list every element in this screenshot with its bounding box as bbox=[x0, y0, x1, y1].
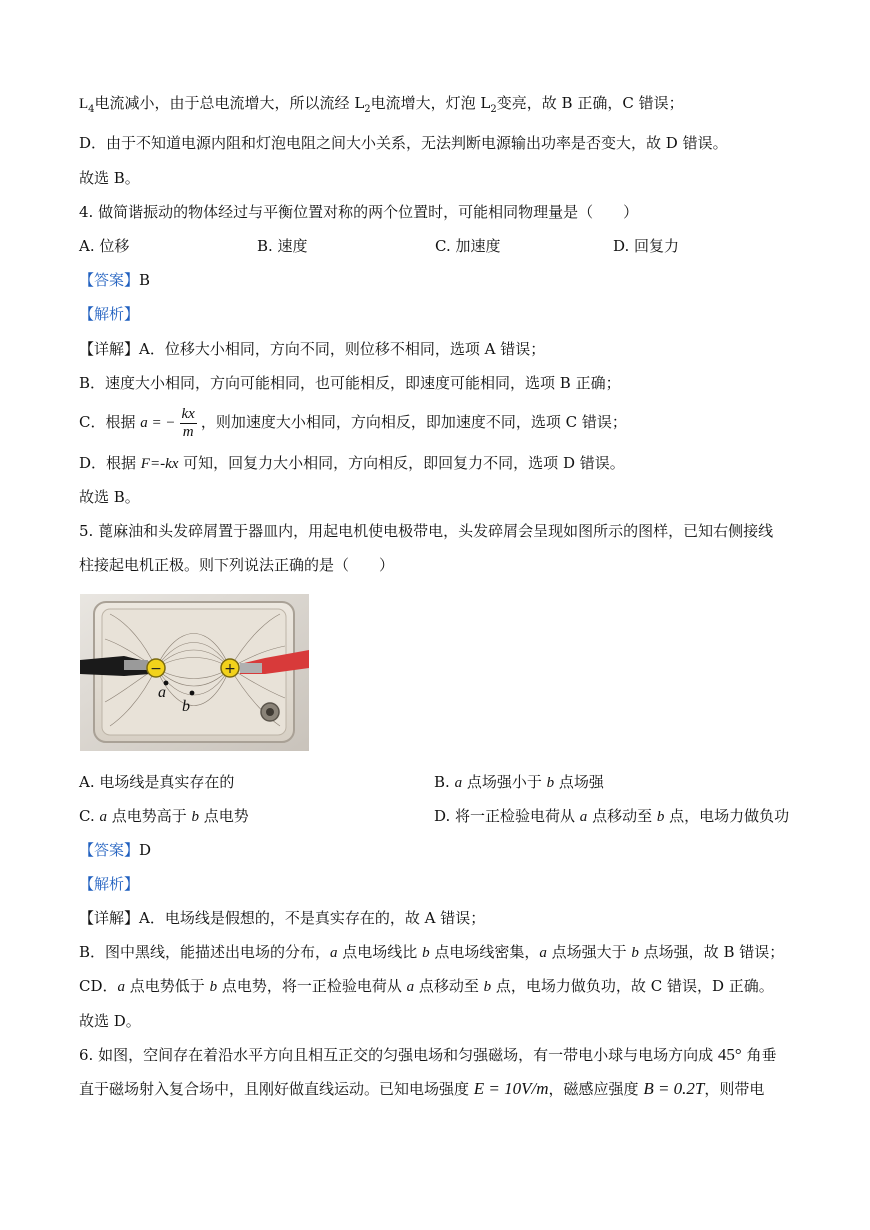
answer-value: B bbox=[139, 271, 151, 289]
conclusion-line: 故选 D。 bbox=[79, 1012, 141, 1030]
option-c: C. a 点电势高于 b 点电势 bbox=[79, 807, 249, 825]
text-segment: 电流增大，灯泡 L bbox=[370, 94, 491, 112]
detail-text: D．根据 bbox=[79, 454, 141, 472]
analysis-line bbox=[79, 873, 791, 895]
answer-tag: 【答案】 bbox=[79, 841, 140, 859]
subscript: 2 bbox=[364, 104, 371, 115]
analysis-tag: 【解析】 bbox=[79, 305, 140, 323]
answer-tag: 【答案】 bbox=[79, 271, 140, 289]
label-b: b bbox=[182, 698, 190, 715]
text-segment: 变亮，故 B 正确，C 错误； bbox=[496, 94, 684, 112]
formula: F=-kx bbox=[140, 456, 179, 472]
detail-tag: 【详解】 bbox=[79, 909, 140, 927]
option-b: B. a 点场强小于 b 点场强 bbox=[434, 773, 604, 791]
text-line: 故选 B。 bbox=[79, 169, 140, 187]
plus-sign: + bbox=[224, 661, 236, 677]
option-d: D. 回复力 bbox=[613, 237, 680, 255]
answer-line bbox=[79, 839, 791, 861]
detail-tag: 【详解】 bbox=[79, 340, 140, 358]
symbol-l: L bbox=[79, 96, 89, 112]
text-segment: 电流减小，由于总电流增大，所以流经 L bbox=[94, 94, 365, 112]
detail-text: 可知，回复力大小相同，方向相反，即回复力不同，选项 D 错误。 bbox=[178, 454, 625, 472]
answer-line bbox=[79, 269, 791, 291]
text-line: D．由于不知道电源内阻和灯泡电阻之间大小关系，无法判断电源输出功率是否变大，故 D 错误。 bbox=[79, 134, 728, 152]
detail-text: ，则加速度大小相同，方向相反，即加速度不同，选项 C 错误； bbox=[200, 413, 627, 431]
label-a: a bbox=[158, 684, 166, 701]
magnetic-field-value: B = 0.2T bbox=[643, 1079, 705, 1098]
analysis-line bbox=[79, 303, 791, 325]
detail-line: B．速度大小相同，方向可能相同，也可能相反，即速度可能相同，选项 B 正确； bbox=[79, 374, 621, 392]
detail-text: A．电场线是假想的，不是真实存在的，故 A 错误； bbox=[139, 909, 486, 927]
question-6-stem: 直于磁场射入复合场中，且刚好做直线运动。已知电场强度 E = 10V/m，磁感应强度 B = 0.2T，则带电 bbox=[79, 1079, 765, 1098]
electric-field-photo bbox=[80, 594, 309, 751]
electric-field-value: E = 10V/m bbox=[473, 1079, 549, 1098]
detail-line bbox=[79, 400, 791, 445]
point-b bbox=[190, 691, 195, 696]
option-d: D. 将一正检验电荷从 a 点移动至 b 点，电场力做负功 bbox=[434, 807, 790, 825]
subscript: 2 bbox=[490, 104, 497, 115]
angle: 45° bbox=[717, 1045, 742, 1064]
detail-line: B．图中黑线，能描述出电场的分布，a 点电场线比 b 点电场线密集，a 点场强大于 b 点场强，故 B 错误； bbox=[79, 943, 785, 961]
option-b: B. 速度 bbox=[257, 237, 308, 255]
detail-line: CD．a 点电势低于 b 点电势，将一正检验电荷从 a 点移动至 b 点，电场力做负功，故 C 错误，D 正确。 bbox=[79, 977, 774, 995]
fraction bbox=[180, 406, 197, 441]
formula-lhs: a = − bbox=[140, 415, 176, 431]
conclusion-line: 故选 B。 bbox=[79, 488, 140, 506]
detail-text: C．根据 bbox=[79, 413, 136, 431]
detail-line bbox=[79, 338, 791, 360]
detail-text: A．位移大小相同，方向不同，则位移不相同，选项 A 错误； bbox=[139, 340, 546, 358]
question-6-stem: 6. 如图，空间存在着沿水平方向且相互正交的匀强电场和匀强磁场，有一带电小球与电场方向成 45° 角垂 bbox=[79, 1045, 777, 1064]
option-a: A. 电场线是真实存在的 bbox=[79, 773, 235, 791]
analysis-tag: 【解析】 bbox=[79, 875, 140, 893]
detail-line bbox=[79, 907, 791, 929]
minus-sign: − bbox=[150, 661, 162, 677]
fraction-denominator: m bbox=[182, 423, 194, 440]
answer-value: D bbox=[139, 841, 152, 859]
option-a: A. 位移 bbox=[79, 237, 130, 255]
question-5-stem: 5. 蓖麻油和头发碎屑置于器皿内，用起电机使电极带电，头发碎屑会呈现如图所示的图样，已知右侧接线 bbox=[79, 522, 774, 540]
subscript: 4 bbox=[88, 104, 95, 115]
text-line bbox=[79, 92, 791, 121]
detail-line bbox=[79, 452, 791, 475]
option-c: C. 加速度 bbox=[435, 237, 501, 255]
question-5-stem: 柱接起电机正极。则下列说法正确的是（ ） bbox=[79, 556, 395, 574]
fraction-numerator: kx bbox=[181, 405, 195, 422]
question-4-stem: 4. 做简谐振动的物体经过与平衡位置对称的两个位置时，可能相同物理量是（ ） bbox=[79, 203, 639, 221]
